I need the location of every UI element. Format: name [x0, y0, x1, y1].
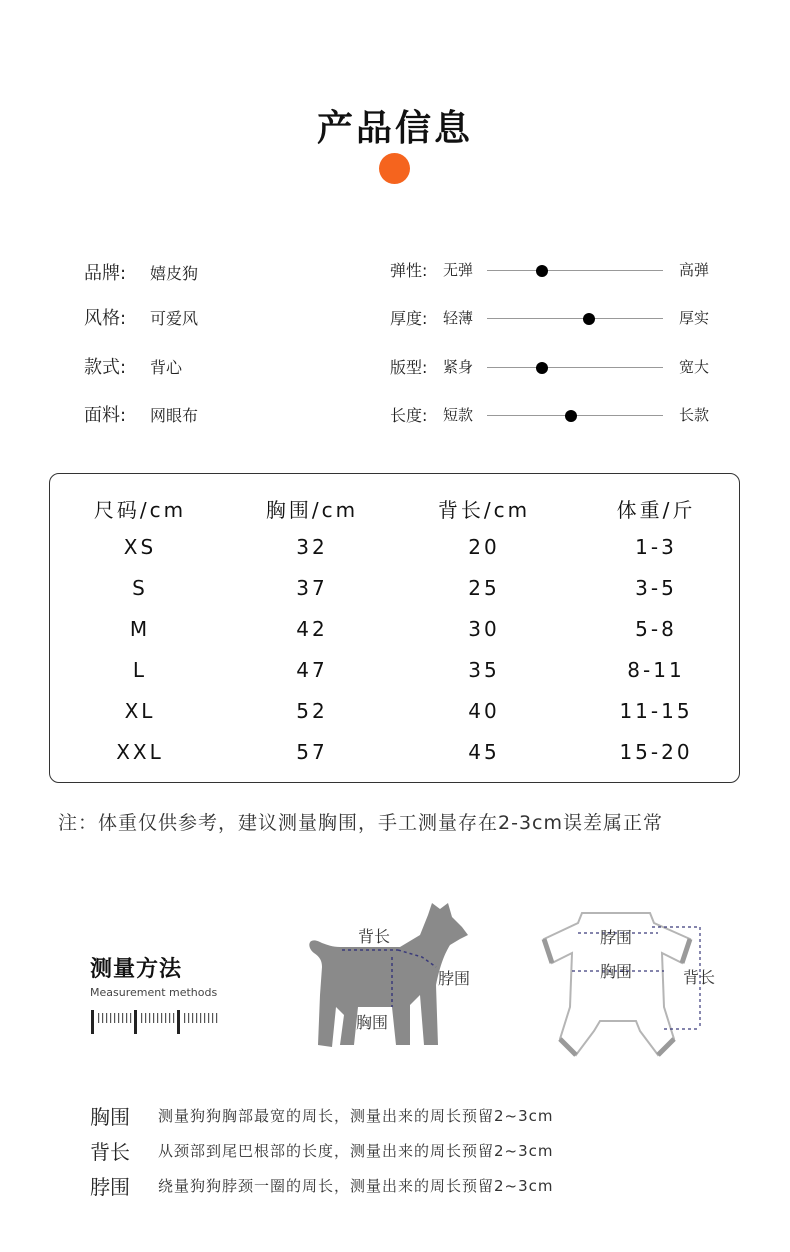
scale-high-label: 宽大: [679, 358, 710, 376]
scale-high-label: 高弹: [679, 261, 710, 279]
scale-key: 长度:: [390, 406, 428, 425]
dog-label-back: 背长: [358, 927, 391, 946]
accent-dot: [379, 153, 410, 184]
page-title: 产品信息: [316, 108, 473, 149]
table-cell: 35: [468, 658, 500, 682]
table-cell: 37: [296, 576, 328, 600]
dog-label-chest: 胸围: [356, 1013, 389, 1032]
method-subtitle: Measurement methods: [90, 986, 218, 999]
attribute-value: 嬉皮狗: [150, 263, 199, 283]
attribute-key: 风格:: [84, 308, 127, 329]
scale-track: [487, 367, 663, 368]
table-cell: S: [132, 576, 148, 600]
definition-back: [90, 1135, 554, 1165]
table-cell: L: [132, 658, 148, 682]
attribute-value: 网眼布: [150, 405, 199, 425]
size-note: 注：体重仅供参考，建议测量胸围，手工测量存在2-3cm误差属正常: [58, 812, 663, 834]
definition-key: 背长: [90, 1139, 130, 1164]
table-cell: XL: [124, 699, 156, 723]
table-cell: XS: [123, 535, 157, 559]
table-cell: 20: [468, 535, 500, 559]
scale-key: 弹性:: [390, 261, 428, 280]
table-cell: 11-15: [619, 699, 693, 723]
table-cell: XXL: [116, 740, 164, 764]
table-cell: 47: [296, 658, 328, 682]
attribute-key: 品牌:: [84, 263, 127, 284]
table-header: 胸围/cm: [265, 498, 359, 522]
attribute-key: 面料:: [84, 405, 127, 426]
table-cell: M: [129, 617, 151, 641]
scale-high-label: 长款: [679, 406, 710, 424]
attribute-brand: [84, 260, 198, 284]
attribute-value: 背心: [150, 357, 183, 377]
table-cell: 40: [468, 699, 500, 723]
table-cell: 25: [468, 576, 500, 600]
scale-track: [487, 318, 663, 319]
table-cell: 45: [468, 740, 500, 764]
scale-length: [390, 403, 720, 427]
scale-indicator: [536, 362, 548, 374]
shirt-label-back: 背长: [683, 968, 716, 987]
definition-neck: [90, 1170, 554, 1200]
scale-low-label: 轻薄: [443, 309, 474, 327]
ruler-icon: [91, 1010, 221, 1034]
definition-key: 脖围: [90, 1174, 130, 1199]
table-cell: 32: [296, 535, 328, 559]
scale-indicator: [565, 410, 577, 422]
table-header: 体重/斤: [616, 498, 696, 522]
attribute-value: 可爱风: [150, 308, 199, 328]
table-cell: 57: [296, 740, 328, 764]
table-header: 尺码/cm: [93, 498, 187, 522]
method-title: 测量方法: [90, 957, 183, 982]
attribute-style: [84, 305, 198, 329]
scale-track: [487, 270, 663, 271]
scale-low-label: 无弹: [443, 261, 474, 279]
definition-value: 测量狗狗胸部最宽的周长，测量出来的周长预留2~3cm: [158, 1106, 554, 1125]
scale-fit: [390, 355, 720, 379]
scale-indicator: [536, 265, 548, 277]
table-cell: 52: [296, 699, 328, 723]
table-cell: 15-20: [619, 740, 693, 764]
shirt-diagram: [540, 905, 730, 1065]
scale-low-label: 短款: [443, 406, 474, 424]
shirt-label-chest: 胸围: [600, 962, 633, 981]
scale-key: 厚度:: [390, 309, 428, 328]
table-cell: 3-5: [635, 576, 677, 600]
shirt-label-neck: 脖围: [600, 928, 633, 947]
table-header: 背长/cm: [437, 498, 531, 522]
attribute-type: [84, 354, 182, 378]
scale-indicator: [583, 313, 595, 325]
attribute-fabric: [84, 402, 198, 426]
definition-key: 胸围: [90, 1104, 130, 1129]
table-cell: 5-8: [635, 617, 677, 641]
table-cell: 42: [296, 617, 328, 641]
table-cell: 8-11: [627, 658, 685, 682]
size-table: [49, 473, 740, 783]
scale-key: 版型:: [390, 358, 428, 377]
dog-label-neck: 脖围: [438, 969, 471, 988]
scale-low-label: 紧身: [443, 358, 474, 376]
definition-value: 绕量狗狗脖颈一圈的周长，测量出来的周长预留2~3cm: [158, 1176, 554, 1195]
table-cell: 30: [468, 617, 500, 641]
definition-chest: [90, 1100, 554, 1130]
table-cell: 1-3: [635, 535, 677, 559]
scale-thickness: [390, 306, 720, 330]
attribute-key: 款式:: [84, 357, 127, 378]
definition-value: 从颈部到尾巴根部的长度，测量出来的周长预留2~3cm: [158, 1141, 554, 1160]
scale-elasticity: [390, 258, 720, 282]
dog-diagram: [300, 895, 500, 1065]
scale-high-label: 厚实: [679, 309, 710, 327]
